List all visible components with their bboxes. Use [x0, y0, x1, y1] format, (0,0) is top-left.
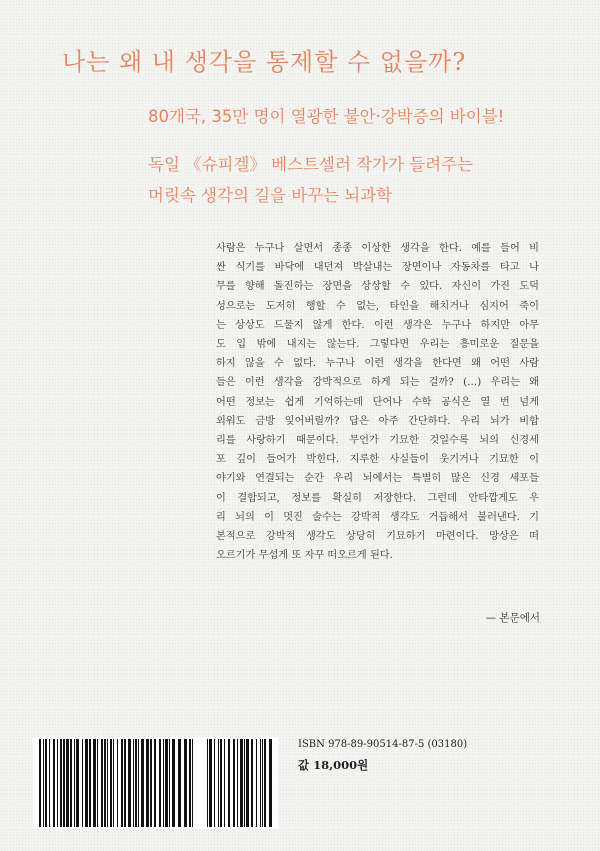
barcode-bar — [224, 739, 225, 827]
excerpt-line: 리를 사랑하기 때문이다. 무언가 기묘한 것일수록 뇌의 신경세 — [216, 435, 539, 447]
excerpt-line: 본적으로 강박적 생각도 상당히 기묘하기 마련이다. 망상은 떠 — [216, 531, 539, 543]
barcode-bar — [101, 739, 103, 827]
barcode-bar — [207, 739, 208, 827]
barcode-bar — [135, 739, 137, 827]
subtitle-line-2: 머릿속 생각의 길을 바꾸는 뇌과학 — [148, 186, 393, 205]
price: 값 18,000원 — [298, 758, 369, 772]
excerpt-line: 무를 향해 돌진하는 장면을 상상할 수 있다. 자신이 가진 도덕 — [216, 281, 539, 293]
barcode-bar — [244, 739, 245, 827]
barcode-bar — [133, 739, 134, 827]
barcode-bar — [53, 739, 55, 827]
barcode-bar — [178, 739, 181, 827]
excerpt-line: 야기와 연결되는 순간 우리 뇌에서는 특별히 많은 신경 세포들 — [216, 473, 539, 485]
barcode-bar — [264, 739, 266, 827]
excerpt-line: 사람은 누구나 살면서 종종 이상한 생각을 한다. 예를 들어 비 — [216, 243, 539, 254]
headline: 나는 왜 내 생각을 통제할 수 없을까? — [62, 48, 467, 76]
barcode — [33, 737, 278, 829]
isbn-number: ISBN 978-89-90514-87-5 (03180) — [298, 739, 468, 750]
barcode-bar — [214, 739, 215, 827]
excerpt-line: 어떤 정보는 쉽게 기억하는데 단어나 수학 공식은 열 번 넘게 — [216, 396, 539, 408]
subtitle — [148, 149, 588, 211]
barcode-bar — [121, 739, 123, 827]
barcode-bar — [85, 739, 88, 827]
excerpt-line: 포 깊이 들어가 박힌다. 지루한 사실들이 웃기거나 기묘한 이 — [216, 454, 539, 466]
barcode-bar — [138, 739, 139, 827]
barcode-bar — [57, 739, 58, 827]
barcode-bar — [260, 739, 261, 827]
barcode-bar — [82, 739, 83, 827]
excerpt-line: 외워도 금방 잊어버릴까? 답은 아주 간단하다. 우리 뇌가 비합 — [216, 415, 539, 427]
barcode-bar — [220, 739, 222, 827]
barcode-bar — [154, 739, 156, 827]
barcode-bar — [128, 739, 131, 827]
barcode-bar — [107, 739, 108, 827]
barcode-bar — [110, 739, 112, 827]
barcode-bar — [113, 739, 114, 827]
excerpt-line: 리 뇌의 이 멋진 술수는 강박적 생각도 거듭해서 불러낸다. 기 — [216, 511, 539, 523]
subtitle-line-1: 독일 《슈피겔》 베스트셀러 작가가 들려주는 — [148, 155, 473, 174]
excerpt-line: 하지 않을 수 없다. 누구나 이런 생각을 한다면 왜 어떤 사람 — [216, 358, 539, 370]
excerpt-body — [216, 239, 539, 565]
barcode-bar — [70, 739, 72, 827]
barcode-bar — [49, 739, 50, 827]
barcode-bar — [39, 739, 41, 827]
barcode-bar — [233, 739, 235, 827]
barcode-graphic — [33, 737, 278, 829]
barcode-bar — [63, 739, 65, 827]
barcode-bar — [169, 739, 170, 827]
excerpt-line: 이 결합되고, 정보를 확실히 저장한다. 그런데 안타깝게도 우 — [216, 492, 539, 504]
barcode-bar — [228, 739, 230, 827]
excerpt-line: 도 입 밖에 내지는 않는다. 그렇다면 우리는 흥미로운 질문을 — [216, 339, 539, 351]
barcode-bar — [189, 739, 191, 827]
barcode-bar — [237, 739, 238, 827]
barcode-bar — [165, 739, 168, 827]
barcode-bar — [172, 739, 175, 827]
barcode-bar — [45, 739, 47, 827]
excerpt-line: 는 상상도 드물지 않게 한다. 이런 생각은 누구나 하지만 아무 — [216, 319, 539, 331]
barcode-bar — [246, 739, 249, 827]
barcode-bar — [146, 739, 149, 827]
barcode-bar — [209, 739, 212, 827]
barcode-bar — [240, 739, 243, 827]
barcode-bar — [89, 739, 91, 827]
barcode-bar — [163, 739, 164, 827]
barcode-bar — [76, 739, 79, 827]
barcode-bar — [97, 739, 98, 827]
excerpt-line: 싼 식기를 바닥에 내던져 박살내는 장면이나 자동차를 타고 나 — [216, 262, 539, 274]
excerpt-line: 들은 이런 생각을 강박적으로 하게 되는 걸까? (…) 우리는 왜 — [216, 377, 539, 389]
barcode-bar — [66, 739, 69, 827]
tagline: 80개국, 35만 명이 열광한 불안·강박증의 바이블! — [148, 107, 505, 126]
barcode-bar — [150, 739, 152, 827]
barcode-bar — [269, 739, 272, 827]
barcode-bar — [218, 739, 219, 827]
barcode-bar — [141, 739, 144, 827]
barcode-bar — [262, 739, 263, 827]
barcode-bar — [251, 739, 253, 827]
excerpt-line: 성으로는 도저히 행할 수 없는, 타인을 해치거나 심지어 죽이 — [216, 300, 539, 312]
excerpt-source: — 본문에서 — [485, 612, 540, 624]
barcode-bar — [256, 739, 257, 827]
barcode-bar — [74, 739, 75, 827]
barcode-bar — [192, 739, 193, 827]
barcode-bar — [124, 739, 126, 827]
barcode-bar — [93, 739, 96, 827]
barcode-bar — [60, 739, 62, 827]
barcode-bar — [43, 739, 44, 827]
barcode-bar — [184, 739, 187, 827]
barcode-bar — [104, 739, 106, 827]
excerpt-line: 오르기가 무섭게 또 자꾸 떠오르게 된다. — [216, 550, 393, 562]
barcode-bar — [159, 739, 161, 827]
barcode-bar — [117, 739, 118, 827]
